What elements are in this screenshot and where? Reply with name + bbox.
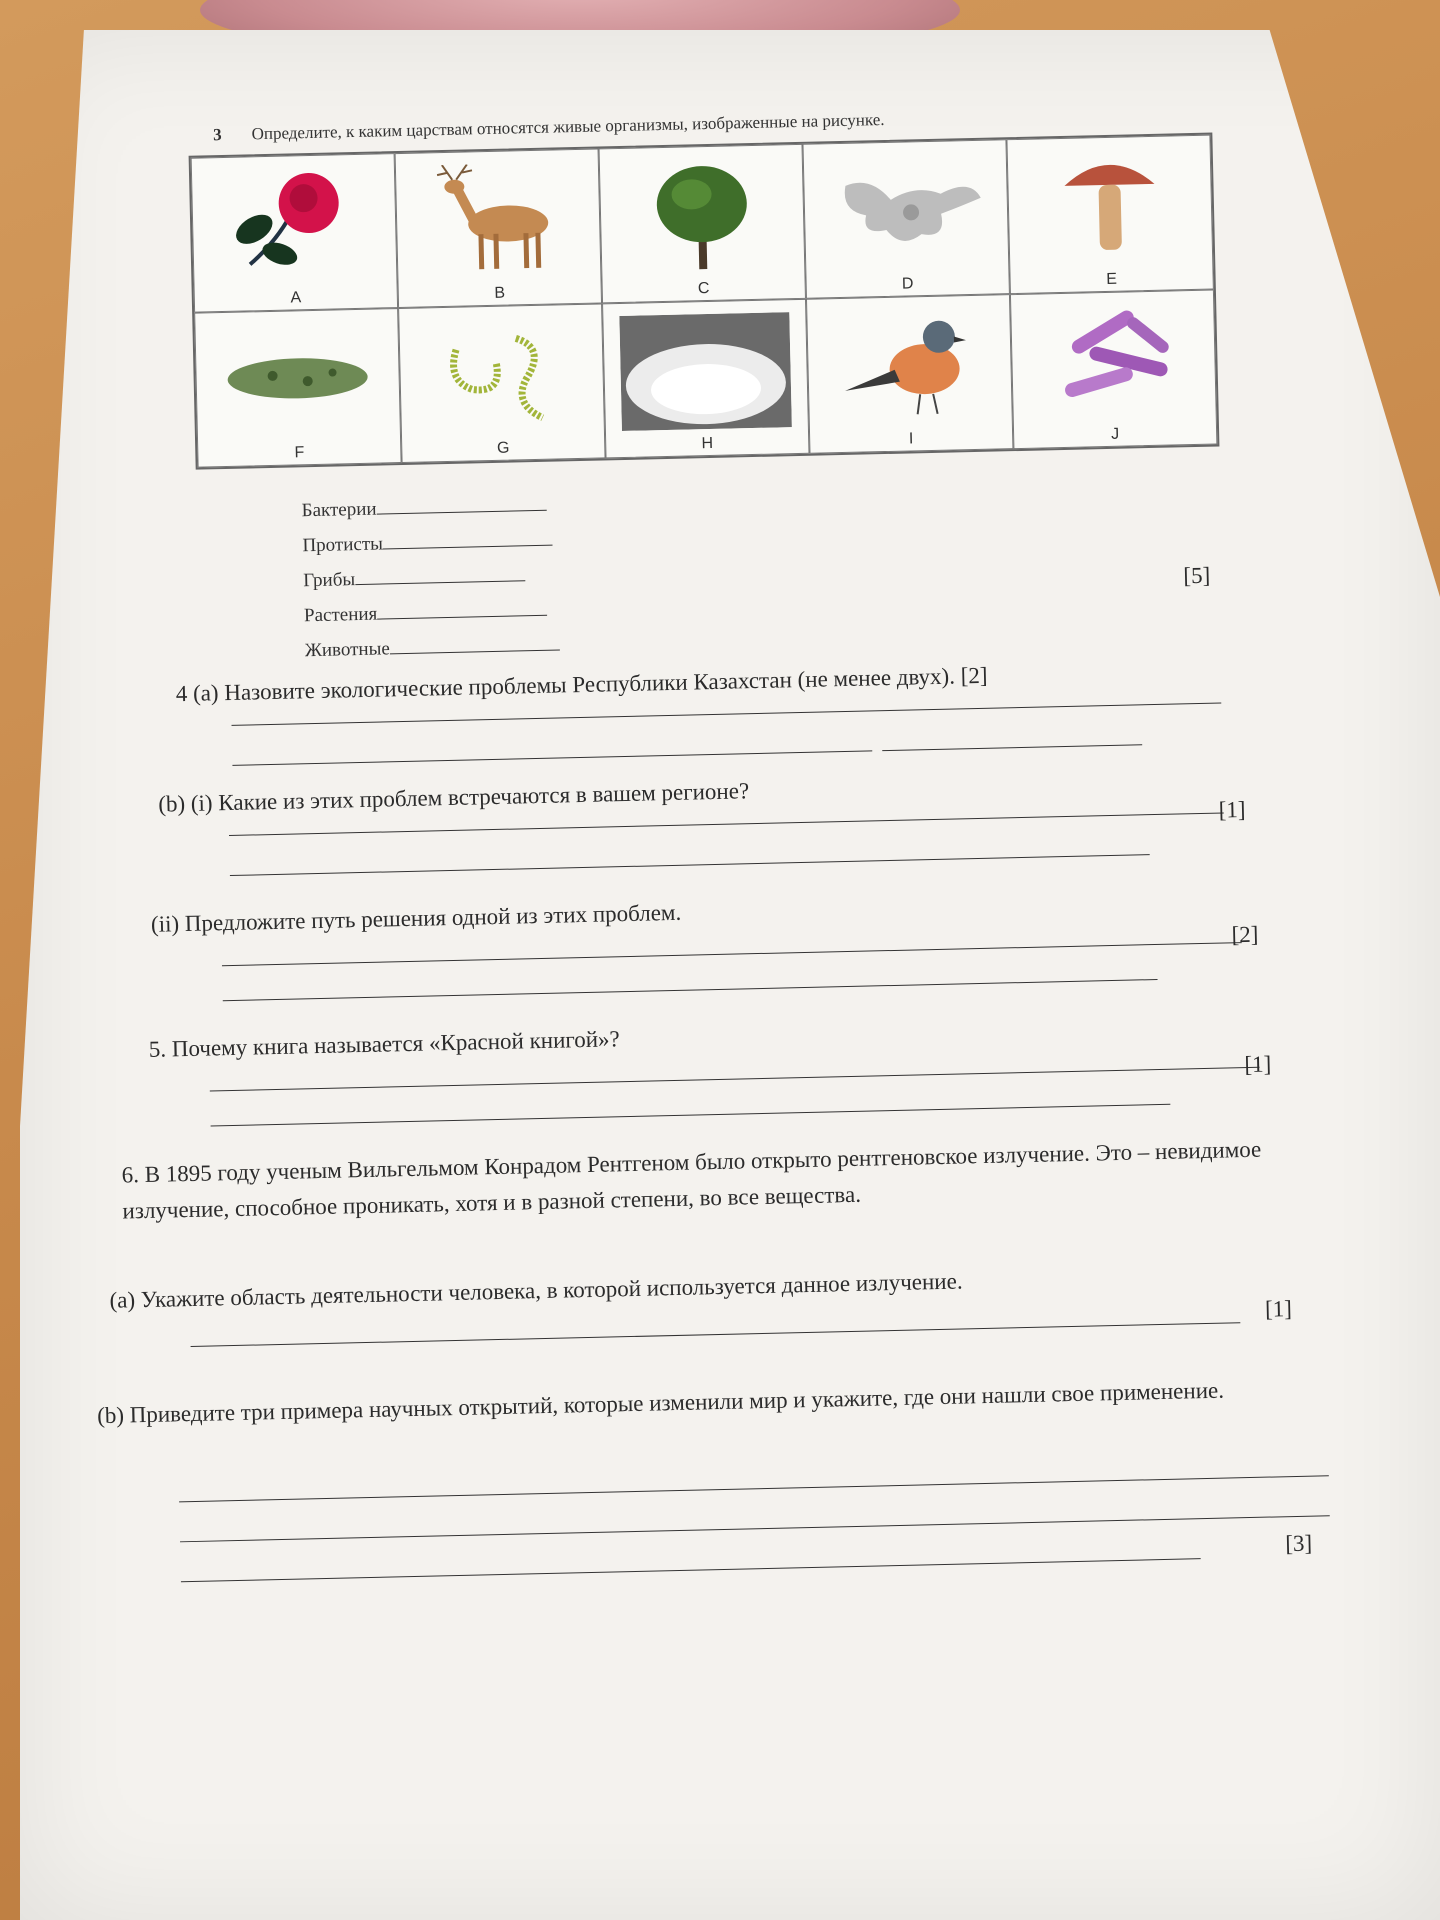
cell-label-b: B [494,284,506,302]
answer-line[interactable] [229,812,1224,836]
question-4a-text: 4 (a) Назовите экологические проблемы Республики Казахстан (не менее двух). [2] [175,662,988,707]
kingdom-label: Растения [303,603,378,627]
kingdom-list [301,488,560,669]
kingdom-row [301,488,557,529]
question-6a-text: (a) Укажите область деятельности человека, в которой используется данное излучение. [109,1268,963,1313]
question-6b-text: (b) Приведите три примера научных открытий, которые изменили мир и укажите, где они нашли свое применение. [96,1377,1225,1429]
question-4bii-text: (ii) Предложите путь решения одной из этих проблем. [150,899,682,937]
cell-label-j: J [1110,425,1120,443]
bacteria-chain-icon [415,317,588,436]
rose-icon [208,166,381,285]
answer-line[interactable] [230,854,1150,876]
question-4bi-mark: [1] [1218,796,1246,823]
question-3-text: Определите, к каким царствам относятся живые организмы, изображенные на рисунке. [251,109,885,144]
organism-cell-h [602,299,809,459]
organism-cell-b [395,148,602,308]
cell-label-a: A [290,289,302,307]
answer-line[interactable] [181,1558,1201,1582]
tree-icon [616,157,789,276]
answer-line[interactable] [882,744,1142,751]
bird-icon [823,308,996,427]
mold-icon [619,312,792,431]
organism-cell-e [1006,135,1213,295]
cell-label-h: H [701,434,714,453]
question-6a-mark: [1] [1264,1296,1293,1322]
kingdom-label: Бактерии [301,498,377,522]
question-4bii-mark: [2] [1231,921,1259,948]
mushroom-icon [1024,148,1197,267]
euglena-icon [211,321,384,440]
cell-label-e: E [1106,270,1118,288]
kingdom-row [304,627,560,668]
question-3-mark: [5] [1183,562,1211,589]
deer-icon [412,162,585,281]
cell-label-d: D [901,275,914,293]
answer-line[interactable] [211,1104,1171,1127]
cell-label-f: F [294,444,305,462]
cell-label-g: G [496,439,510,457]
bacilli-icon [1027,303,1200,422]
organism-cell-g [398,303,605,463]
question-6b-mark: [3] [1285,1530,1313,1557]
organism-cell-i [806,294,1013,454]
answer-line[interactable] [210,1067,1260,1092]
answer-line[interactable] [377,597,547,620]
organism-grid [189,133,1220,470]
answer-line[interactable] [191,1322,1241,1347]
question-5-text: 5. Почему книга называется «Красной книгой»? [148,1026,620,1062]
amoeba-icon [820,153,993,272]
organism-cell-d [802,139,1009,299]
answer-line[interactable] [355,562,525,585]
answer-line[interactable] [383,527,553,550]
answer-line[interactable] [222,942,1242,966]
question-4bi-text: (b) (i) Какие из этих проблем встречаются в вашем регионе? [158,778,750,817]
kingdom-row [304,592,560,633]
answer-line[interactable] [179,1475,1329,1502]
organism-cell-f [194,308,401,468]
question-3-prompt [213,110,885,145]
answer-line[interactable] [376,492,546,515]
question-6-text: 6. В 1895 году ученым Вильгельмом Конрадом Рентгеном было открыто рентгеновское излучение. Это – невидимое излучение, способное проникать, хотя и в разной степени, во все вещества. [121,1136,1262,1224]
kingdom-label: Протисты [302,533,384,557]
kingdom-label: Грибы [303,569,356,592]
answer-line[interactable] [223,979,1158,1001]
kingdom-label: Животные [304,638,391,662]
organism-cell-j [1010,290,1217,450]
organism-cell-a [191,153,398,313]
cell-label-i: I [908,430,914,448]
organism-cell-c [599,144,806,304]
answer-line[interactable] [232,702,1222,725]
answer-line[interactable] [232,750,872,766]
answer-line[interactable] [389,631,559,654]
cell-label-c: C [697,279,710,298]
answer-line[interactable] [180,1515,1330,1542]
kingdom-row [303,557,559,598]
kingdom-row [302,522,558,563]
question-5-mark: [1] [1244,1051,1272,1078]
question-3-number: 3 [212,125,222,145]
